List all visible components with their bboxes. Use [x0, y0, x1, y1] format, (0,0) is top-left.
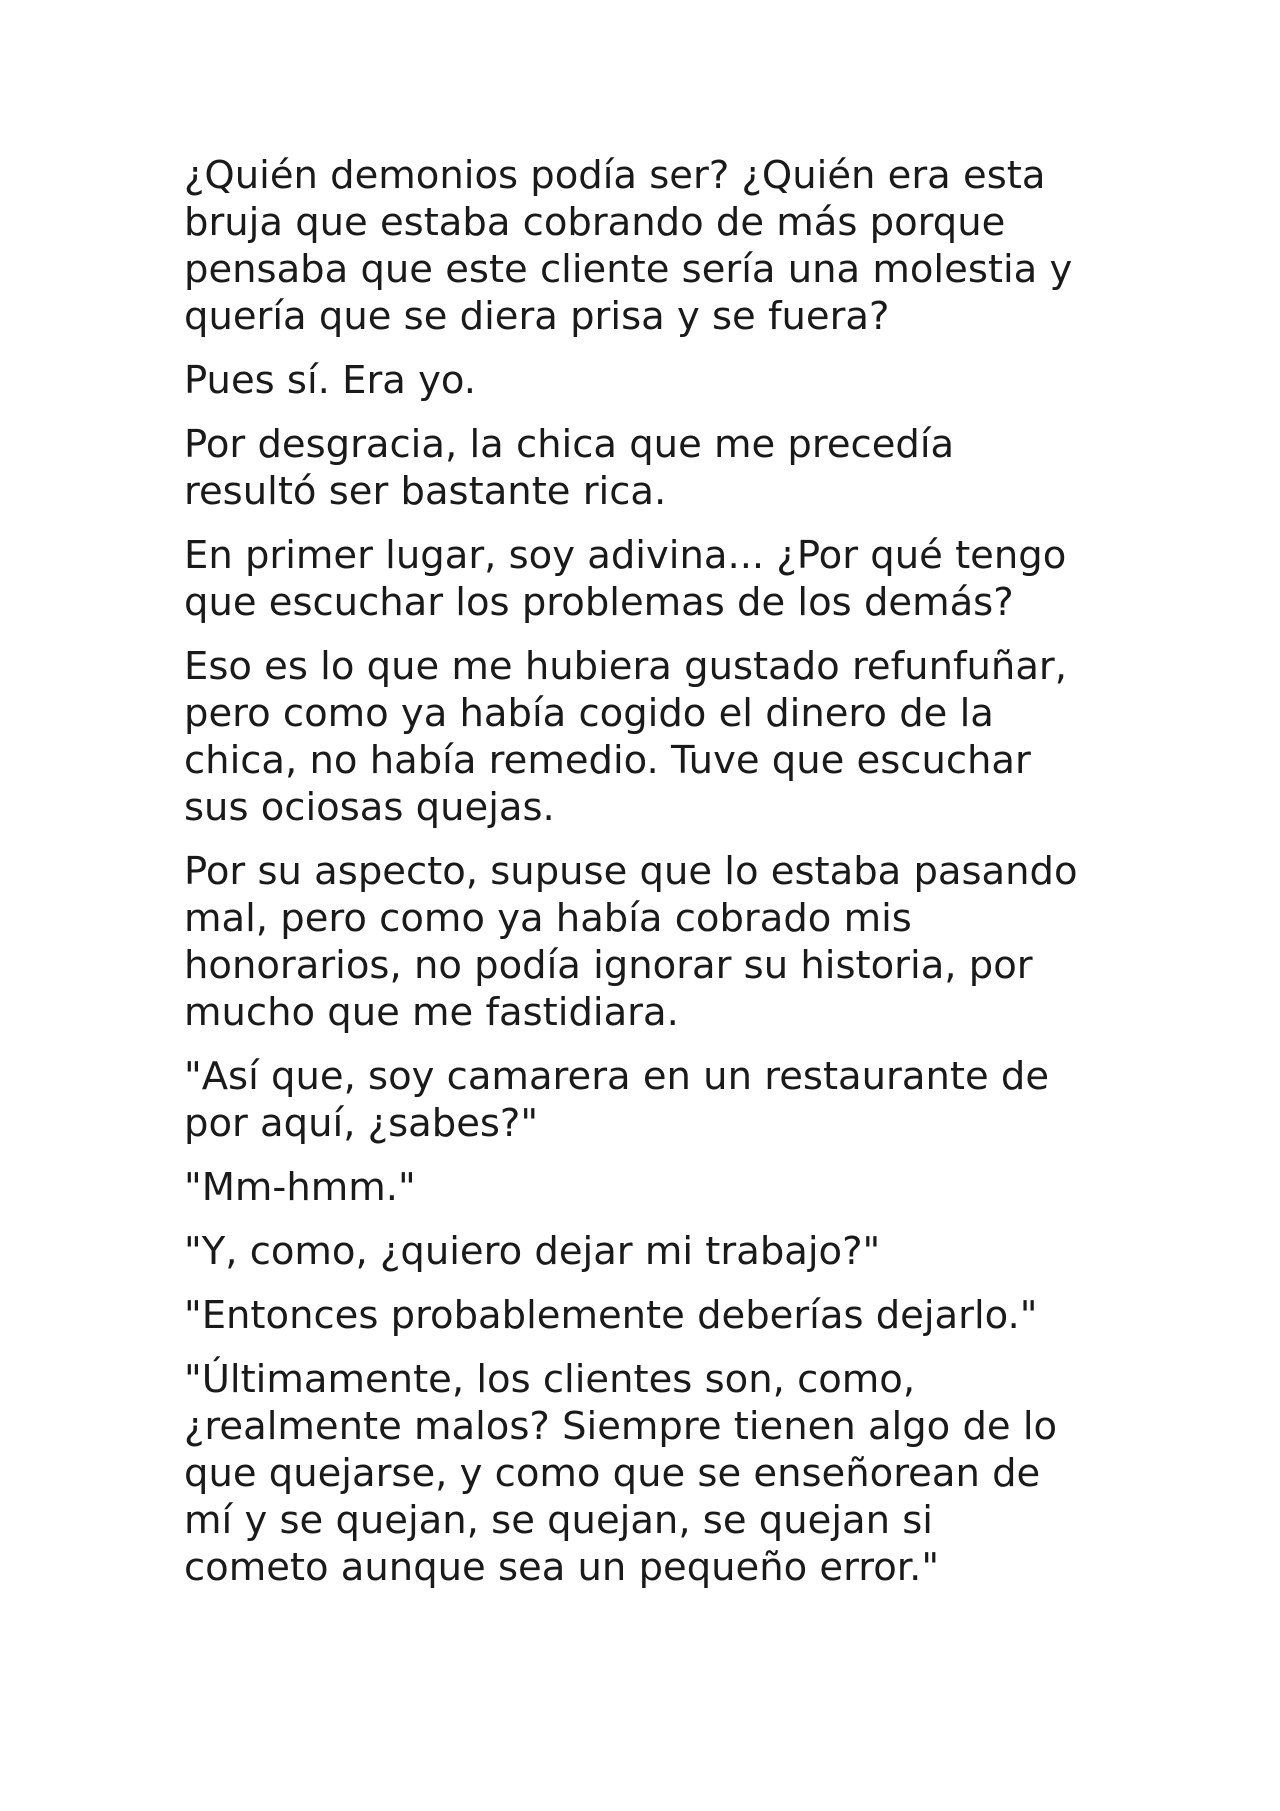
- text-line: resultó ser bastante rica.: [184, 469, 667, 514]
- text-line: mal, pero como ya había cobrado mis: [184, 896, 912, 941]
- paragraph-9: [184, 1228, 1104, 1275]
- text-line: bruja que estaba cobrando de más porque: [184, 200, 1006, 245]
- paragraph-4: [184, 532, 1104, 626]
- paragraph-2: [184, 357, 1104, 404]
- paragraph-3: [184, 421, 1104, 515]
- paragraph-6: [184, 848, 1104, 1036]
- text-line: que quejarse, y como que se enseñorean de: [184, 1451, 1041, 1496]
- text-line: quería que se diera prisa y se fuera?: [184, 294, 890, 339]
- text-line: pensaba que este cliente sería una molestia y: [184, 247, 1073, 292]
- text-line: Por desgracia, la chica que me precedía: [184, 422, 955, 467]
- body-text: [184, 152, 1104, 1608]
- text-line: honorarios, no podía ignorar su historia, por: [184, 943, 1033, 988]
- text-line: chica, no había remedio. Tuve que escuchar: [184, 738, 1031, 783]
- text-line: sus ociosas quejas.: [184, 785, 555, 830]
- text-line: mucho que me fastidiara.: [184, 990, 679, 1035]
- text-line: "Así que, soy camarera en un restaurante de: [184, 1054, 1050, 1099]
- text-line: cometo aunque sea un pequeño error.": [184, 1545, 940, 1590]
- paragraph-7: [184, 1053, 1104, 1147]
- paragraph-11: [184, 1356, 1104, 1591]
- text-line: Pues sí. Era yo.: [184, 358, 477, 403]
- text-line: Por su aspecto, supuse que lo estaba pasando: [184, 849, 1078, 894]
- paragraph-1: [184, 152, 1104, 340]
- text-line: que escuchar los problemas de los demás?: [184, 580, 1014, 625]
- text-line: "Últimamente, los clientes son, como,: [184, 1357, 916, 1402]
- text-line: pero como ya había cogido el dinero de la: [184, 691, 994, 736]
- paragraph-8: [184, 1164, 1104, 1211]
- paragraph-5: [184, 643, 1104, 831]
- text-line: mí y se quejan, se quejan, se quejan si: [184, 1498, 934, 1543]
- text-line: por aquí, ¿sabes?": [184, 1101, 539, 1146]
- paragraph-10: [184, 1292, 1104, 1339]
- text-line: ¿Quién demonios podía ser? ¿Quién era esta: [184, 153, 1046, 198]
- text-line: Eso es lo que me hubiera gustado refunfuñar,: [184, 644, 1067, 689]
- text-line: "Entonces probablemente deberías dejarlo.": [184, 1293, 1038, 1338]
- text-line: En primer lugar, soy adivina... ¿Por qué tengo: [184, 533, 1067, 578]
- text-line: "Mm-hmm.": [184, 1165, 416, 1210]
- text-line: ¿realmente malos? Siempre tienen algo de lo: [184, 1404, 1058, 1449]
- text-line: "Y, como, ¿quiero dejar mi trabajo?": [184, 1229, 881, 1274]
